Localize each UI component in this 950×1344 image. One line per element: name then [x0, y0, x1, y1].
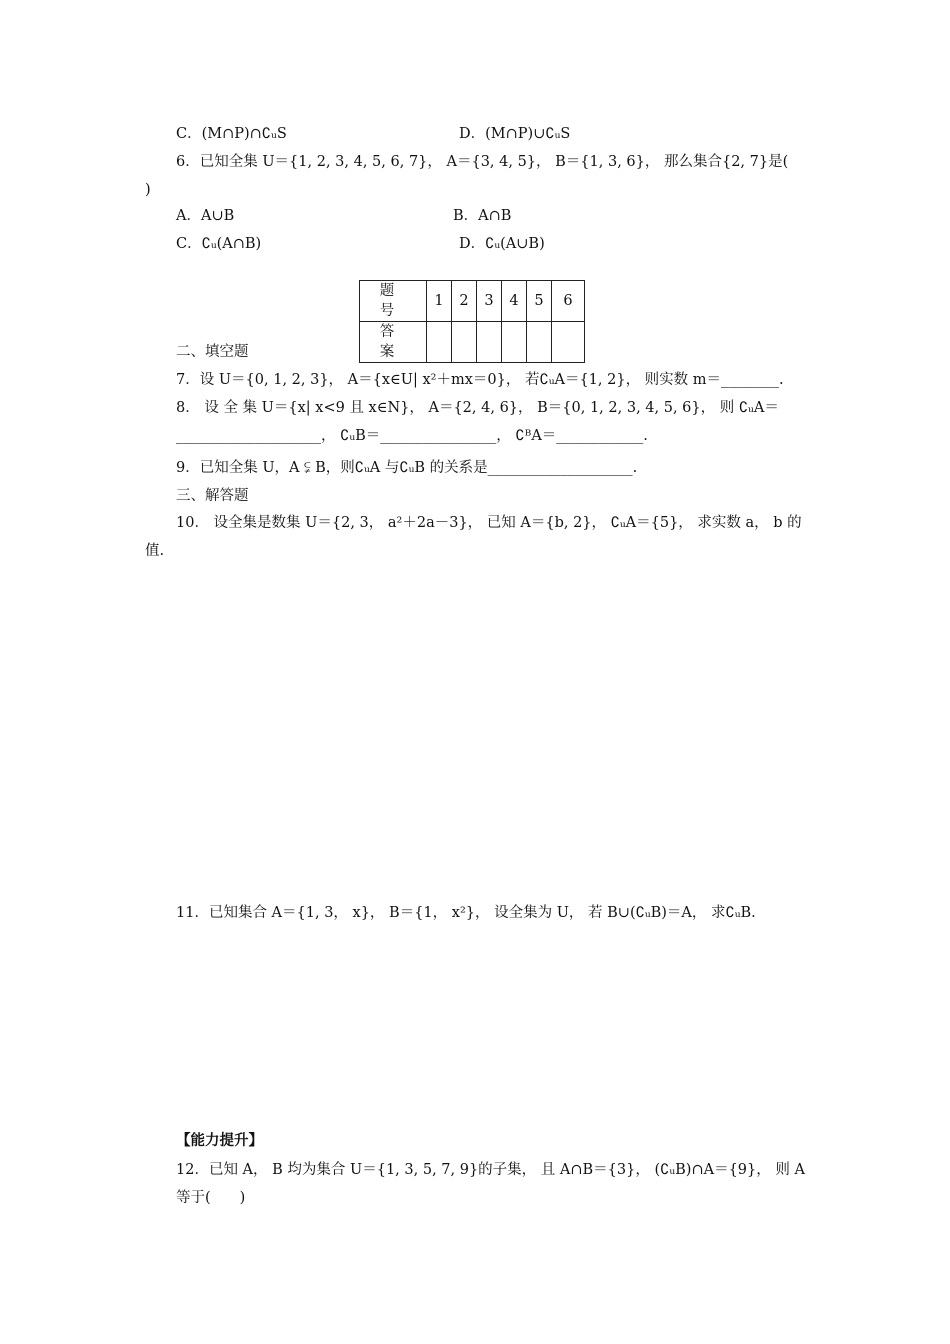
answer-table [359, 280, 585, 363]
q12-line2: 等于( ) [176, 1190, 246, 1206]
answer-table-answer-header: 答 案 [360, 322, 427, 363]
q12-line1: 12．已知 A， B 均为集合 U＝{1, 3, 5, 7, 9}的子集， 且 A∩B＝{3}， (∁ᵤB)∩A＝{9}， 则 A [176, 1162, 805, 1178]
q6-option-b: B．A∩B [453, 208, 512, 224]
q11-text: 11．已知集合 A＝{1, 3， x}， B＝{1， x²}， 设全集为 U， 若 B∪(∁ᵤB)＝A， 求∁ᵤB. [176, 905, 756, 921]
answer-table-number-cell: 6 [552, 281, 585, 322]
answer-table-number-cell: 1 [427, 281, 452, 322]
answer-table-answer-cell [477, 322, 502, 363]
answer-table-answer-cell [452, 322, 477, 363]
q5-option-d: D．(M∩P)∪∁ᵤS [459, 126, 571, 142]
q10-line2: 值. [145, 543, 165, 559]
section2-title: 二、填空题 [176, 344, 249, 360]
answer-table-answer-cell [502, 322, 527, 363]
q8-line1: 8． 设 全 集 U＝{x| x<9 且 x∈N}， A＝{2, 4, 6}， B＝{0, 1, 2, 3, 4, 5, 6}， 则 ∁ᵤA＝ [176, 400, 779, 416]
answer-table-answer-cell [427, 322, 452, 363]
q6-stem-line1: 6．已知全集 U＝{1, 2, 3, 4, 5, 6, 7}， A＝{3, 4, 5}， B＝{1, 3, 6}， 那么集合{2, 7}是( [176, 154, 789, 170]
answer-table-number-cell: 3 [477, 281, 502, 322]
q6-stem-line2: ) [145, 182, 151, 198]
answer-table-number-cell: 2 [452, 281, 477, 322]
answer-table-number-row [360, 281, 585, 322]
q5-option-c: C．(M∩P)∩∁ᵤS [176, 126, 287, 142]
q8-line2: ____________________， ∁ᵤB＝________________， ∁ᴮA＝____________. [176, 428, 648, 444]
q6-option-d: D．∁ᵤ(A∪B) [459, 236, 545, 252]
answer-table-answer-row [360, 322, 585, 363]
answer-table-answer-cell [527, 322, 552, 363]
answer-table-answer-cell [552, 322, 585, 363]
answer-table-number-cell: 5 [527, 281, 552, 322]
answer-table-number-header: 题 号 [360, 281, 427, 322]
q6-option-a: A．A∪B [176, 208, 235, 224]
q10-line1: 10． 设全集是数集 U＝{2, 3， a²＋2a－3}， 已知 A＝{b, 2}， ∁ᵤA＝{5}， 求实数 a， b 的 [176, 515, 802, 531]
q6-option-c: C．∁ᵤ(A∩B) [176, 236, 262, 252]
answer-table-number-cell: 4 [502, 281, 527, 322]
ability-section-title: 【能力提升】 [176, 1132, 263, 1149]
q7-text: 7．设 U＝{0, 1, 2, 3}， A＝{x∈U| x²＋mx＝0}， 若∁ᵤA＝{1, 2}， 则实数 m＝________. [176, 372, 784, 388]
q9-text: 9．已知全集 U，A ⫋ B，则∁ᵤA 与∁ᵤB 的关系是____________________. [176, 460, 638, 476]
section3-title: 三、解答题 [176, 488, 249, 504]
